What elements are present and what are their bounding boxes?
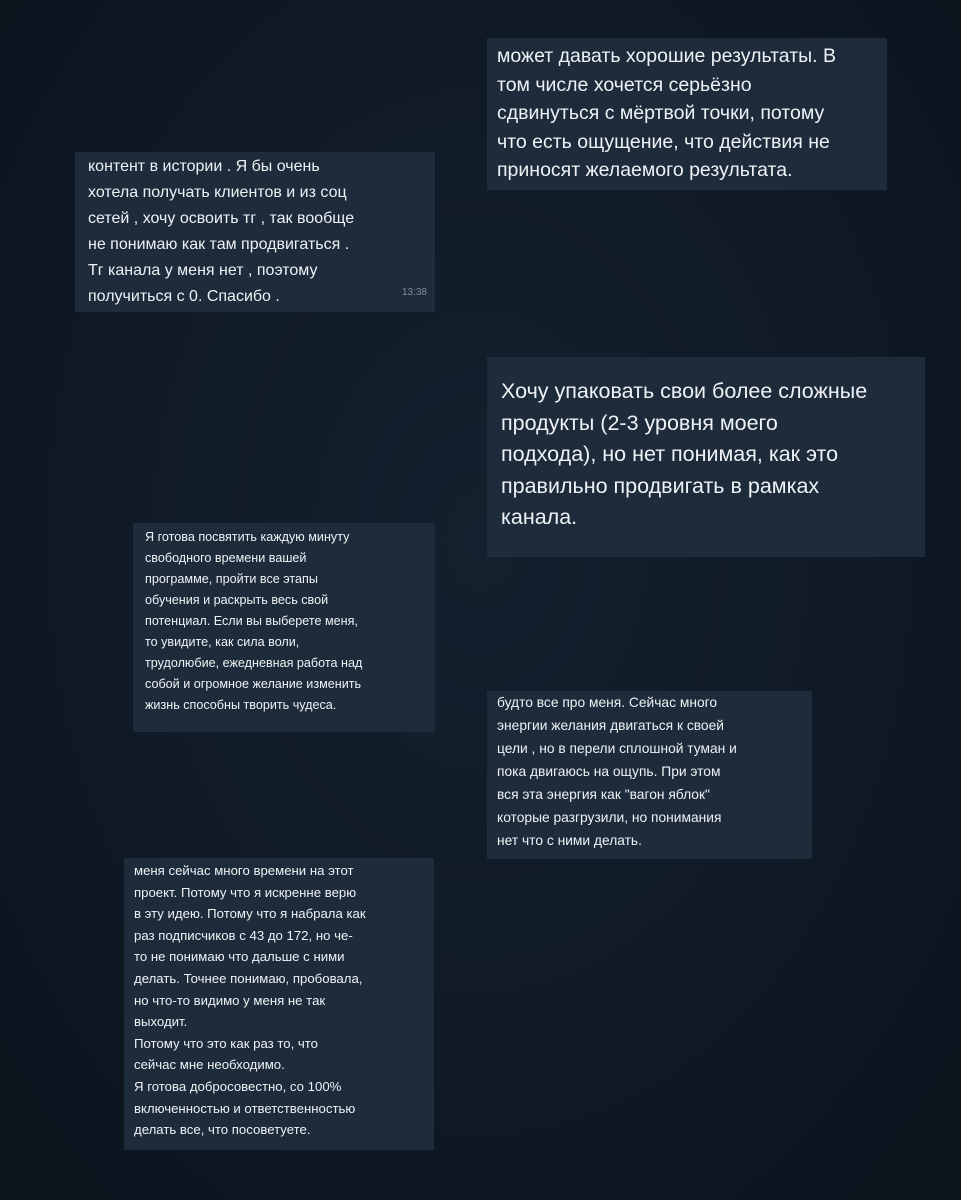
message-text: Я готова посвятить каждую минуту свободного времени вашей программе, пройти все этапы обучения и раскрыть весь свой потенциал. Если вы выберете меня, то увидите, как сила воли, трудолюбие, ежедневная работа над собой и огромное желание изменить жизнь способны творить чудеса. [145, 530, 363, 712]
message-timestamp: 13:38 [401, 287, 427, 298]
message-bubble-3 [487, 357, 925, 557]
message-bubble-4 [133, 523, 435, 732]
message-text: может давать хорошие результаты. В том числе хочется серьёзно сдвинуться с мёртвой точки, потому что есть ощущение, что действия не приносят желаемого результата. [497, 45, 837, 181]
message-text: контент в истории . Я бы очень хотела получать клиентов и из соц сетей , хочу освоить тг , так вообще не понимаю как там продвигаться . Тг канала у меня нет , поэтому получиться с 0. Спасибо . [88, 158, 355, 305]
message-bubble-5 [487, 691, 812, 859]
message-bubble-2 [75, 152, 435, 312]
message-bubble-1 [487, 38, 887, 190]
message-text: будто все про меня. Сейчас много энергии желания двигаться к своей цели , но в перели сплошной туман и пока двигаюсь на ощупь. При этом вся эта энергия как "вагон яблок" которые разгрузили, но понимания нет что с ними делать. [497, 695, 737, 848]
message-text: Хочу упаковать свои более сложные продукты (2-3 уровня моего подхода), но нет понимая, как это правильно продвигать в рамках канала. [501, 379, 868, 529]
message-text: меня сейчас много времени на этот проект. Потому что я искренне верю в эту идею. Потому что я набрала как раз подписчиков с 43 до 172, но че- то не понимаю что дальше с ними делать. Точнее понимаю, пробовала, но что-то видимо у меня не так выходит. Потому что это как раз то, что сейчас мне необходимо. Я готова добросовестно, со 100% включенностью и ответственностью делать все, что посоветуете. [134, 863, 366, 1138]
message-bubble-6 [124, 858, 434, 1150]
